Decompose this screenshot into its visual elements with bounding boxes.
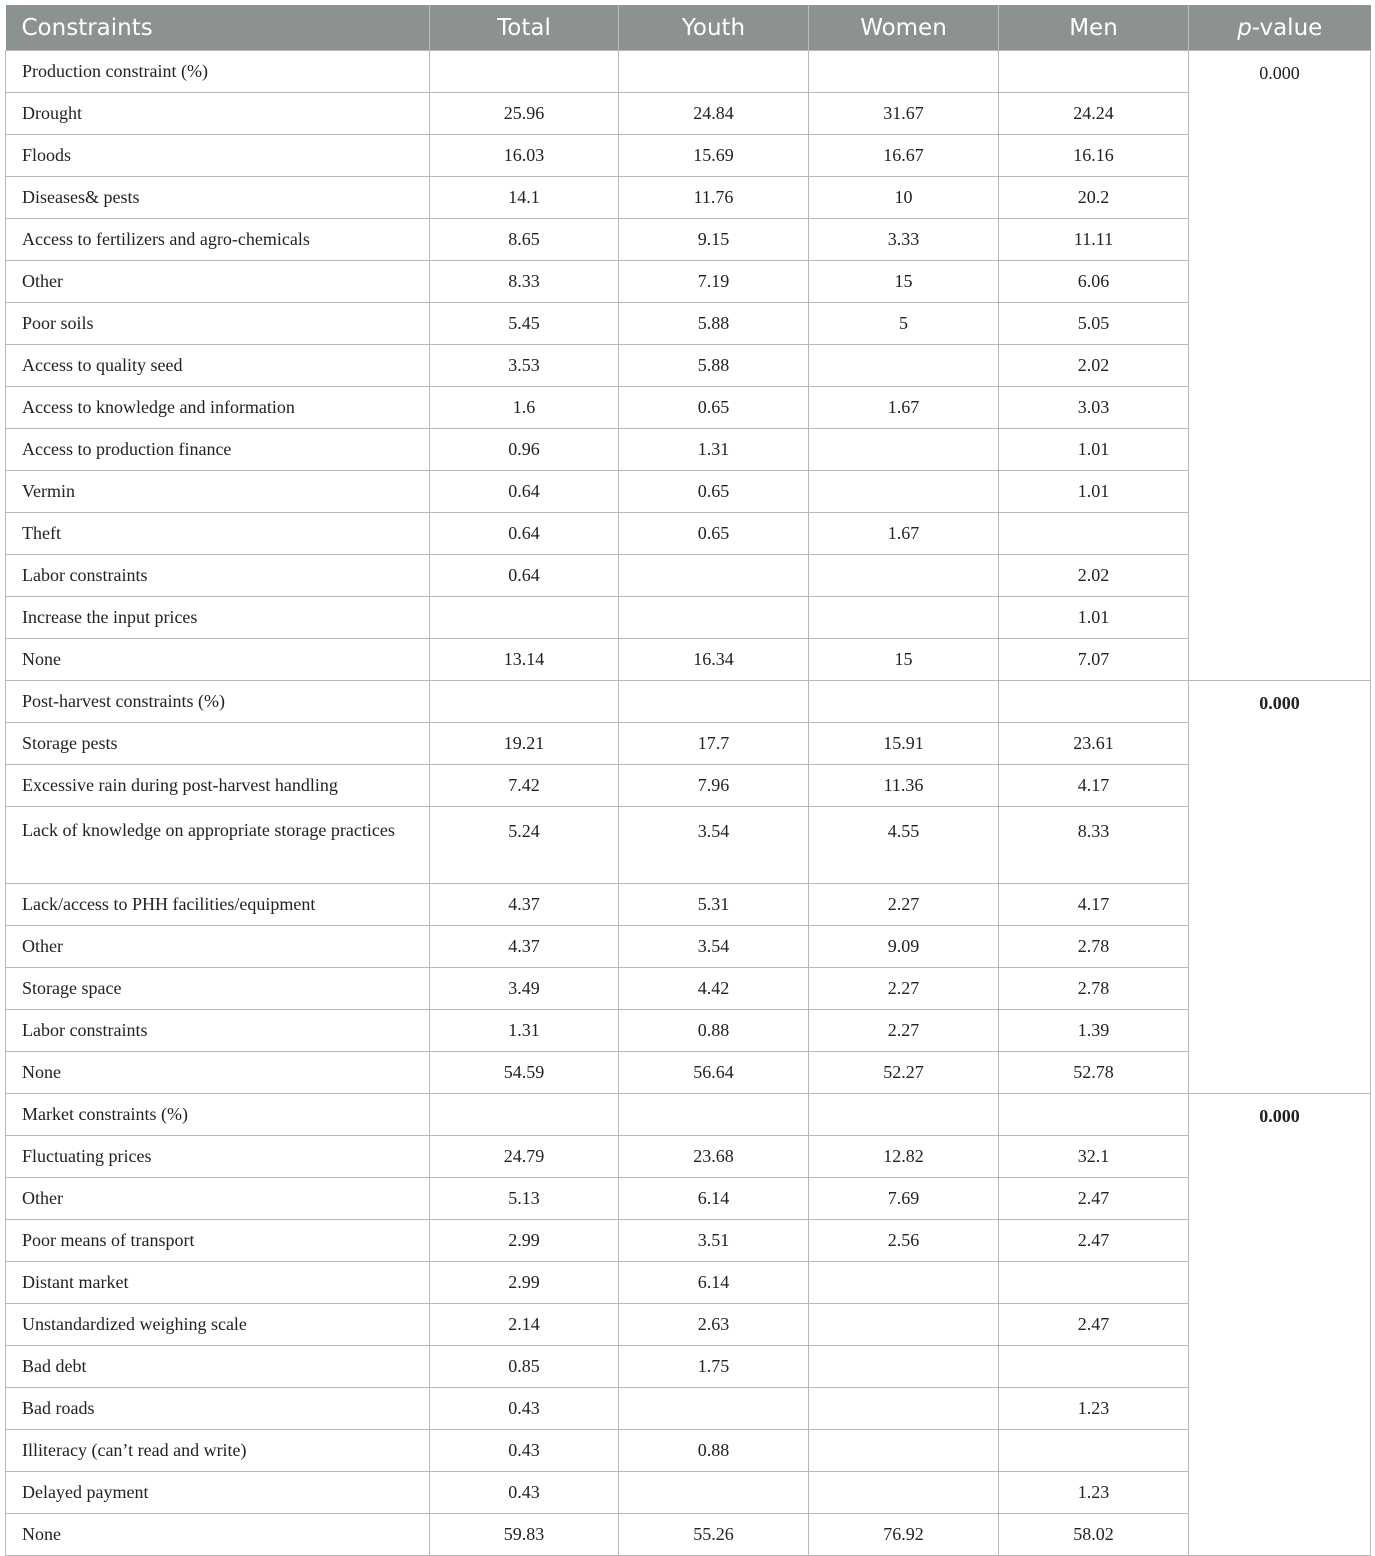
row-label: Access to quality seed xyxy=(6,345,430,387)
table-row xyxy=(6,926,1371,968)
header-p-value-prefix: p xyxy=(1237,14,1252,41)
row-label: Lack of knowledge on appropriate storage practices xyxy=(6,807,430,884)
table-row xyxy=(6,1178,1371,1220)
table-row xyxy=(6,1262,1371,1304)
cell-men: 23.61 xyxy=(999,723,1189,765)
row-label: Bad roads xyxy=(6,1388,430,1430)
row-label: Diseases& pests xyxy=(6,177,430,219)
row-label: Access to fertilizers and agro-chemicals xyxy=(6,219,430,261)
cell-youth xyxy=(619,597,809,639)
cell-total: 54.59 xyxy=(430,1052,619,1094)
cell-youth xyxy=(619,555,809,597)
p-value-cell: 0.000 xyxy=(1189,1094,1371,1556)
cell-men: 2.02 xyxy=(999,345,1189,387)
row-label: Fluctuating prices xyxy=(6,1136,430,1178)
table-row xyxy=(6,1052,1371,1094)
cell-youth: 3.54 xyxy=(619,926,809,968)
cell-youth: 55.26 xyxy=(619,1514,809,1556)
cell-men: 3.03 xyxy=(999,387,1189,429)
empty-cell xyxy=(999,51,1189,93)
cell-youth: 2.63 xyxy=(619,1304,809,1346)
table-row xyxy=(6,1220,1371,1262)
cell-youth: 56.64 xyxy=(619,1052,809,1094)
row-label: Delayed payment xyxy=(6,1472,430,1514)
cell-youth: 5.31 xyxy=(619,884,809,926)
table-row xyxy=(6,1010,1371,1052)
table-row xyxy=(6,1304,1371,1346)
row-label: Poor soils xyxy=(6,303,430,345)
table-row xyxy=(6,135,1371,177)
table-row xyxy=(6,1136,1371,1178)
empty-cell xyxy=(809,51,999,93)
empty-cell xyxy=(430,1094,619,1136)
cell-men: 2.47 xyxy=(999,1220,1189,1262)
row-label: Storage pests xyxy=(6,723,430,765)
cell-youth: 11.76 xyxy=(619,177,809,219)
table-row xyxy=(6,639,1371,681)
header-total: Total xyxy=(430,5,619,51)
cell-total: 1.6 xyxy=(430,387,619,429)
cell-youth: 7.96 xyxy=(619,765,809,807)
cell-women xyxy=(809,1304,999,1346)
header-p-value xyxy=(1189,5,1371,51)
row-label: Unstandardized weighing scale xyxy=(6,1304,430,1346)
cell-men: 52.78 xyxy=(999,1052,1189,1094)
cell-total: 3.49 xyxy=(430,968,619,1010)
cell-youth: 0.88 xyxy=(619,1010,809,1052)
section-title: Market constraints (%) xyxy=(6,1094,430,1136)
cell-youth: 3.51 xyxy=(619,1220,809,1262)
cell-women xyxy=(809,1388,999,1430)
cell-men: 2.47 xyxy=(999,1178,1189,1220)
cell-total: 2.14 xyxy=(430,1304,619,1346)
cell-men: 6.06 xyxy=(999,261,1189,303)
empty-cell xyxy=(809,681,999,723)
cell-men xyxy=(999,1346,1189,1388)
table-row xyxy=(6,387,1371,429)
table-row xyxy=(6,1472,1371,1514)
table-row xyxy=(6,1388,1371,1430)
row-label: Theft xyxy=(6,513,430,555)
table-row xyxy=(6,555,1371,597)
empty-cell xyxy=(809,1094,999,1136)
cell-total: 0.85 xyxy=(430,1346,619,1388)
header-p-value-suffix: -value xyxy=(1251,14,1323,41)
cell-men: 1.01 xyxy=(999,471,1189,513)
cell-total: 7.42 xyxy=(430,765,619,807)
row-label: Other xyxy=(6,926,430,968)
cell-women: 7.69 xyxy=(809,1178,999,1220)
table-row xyxy=(6,219,1371,261)
cell-youth: 24.84 xyxy=(619,93,809,135)
cell-youth: 3.54 xyxy=(619,807,809,884)
cell-total: 0.43 xyxy=(430,1388,619,1430)
empty-cell xyxy=(999,1094,1189,1136)
cell-men: 2.47 xyxy=(999,1304,1189,1346)
cell-youth: 1.75 xyxy=(619,1346,809,1388)
cell-total: 3.53 xyxy=(430,345,619,387)
cell-total: 5.24 xyxy=(430,807,619,884)
cell-youth: 6.14 xyxy=(619,1262,809,1304)
cell-women xyxy=(809,597,999,639)
cell-total: 5.13 xyxy=(430,1178,619,1220)
row-label: Illiteracy (can’t read and write) xyxy=(6,1430,430,1472)
section-title: Post-harvest constraints (%) xyxy=(6,681,430,723)
table-row xyxy=(6,765,1371,807)
empty-cell xyxy=(619,51,809,93)
header-constraints: Constraints xyxy=(6,5,430,51)
row-label: Poor means of transport xyxy=(6,1220,430,1262)
cell-total: 0.64 xyxy=(430,555,619,597)
row-label: Lack/access to PHH facilities/equipment xyxy=(6,884,430,926)
cell-youth: 9.15 xyxy=(619,219,809,261)
cell-men: 4.17 xyxy=(999,884,1189,926)
cell-women: 9.09 xyxy=(809,926,999,968)
cell-men: 1.01 xyxy=(999,597,1189,639)
header-row xyxy=(6,5,1371,51)
cell-men: 1.39 xyxy=(999,1010,1189,1052)
cell-men: 58.02 xyxy=(999,1514,1189,1556)
table-row xyxy=(6,807,1371,884)
cell-youth: 5.88 xyxy=(619,345,809,387)
table-row xyxy=(6,303,1371,345)
cell-men: 1.23 xyxy=(999,1388,1189,1430)
section-row xyxy=(6,681,1371,723)
cell-women xyxy=(809,1472,999,1514)
table-row xyxy=(6,177,1371,219)
cell-total: 24.79 xyxy=(430,1136,619,1178)
cell-youth: 0.65 xyxy=(619,471,809,513)
p-value-cell: 0.000 xyxy=(1189,51,1371,681)
cell-women xyxy=(809,471,999,513)
cell-women xyxy=(809,1346,999,1388)
empty-cell xyxy=(430,681,619,723)
cell-youth: 23.68 xyxy=(619,1136,809,1178)
cell-women: 2.27 xyxy=(809,1010,999,1052)
row-label: None xyxy=(6,639,430,681)
row-label: Vermin xyxy=(6,471,430,513)
table-row xyxy=(6,597,1371,639)
cell-women: 15 xyxy=(809,639,999,681)
section-title: Production constraint (%) xyxy=(6,51,430,93)
cell-youth: 7.19 xyxy=(619,261,809,303)
cell-total: 0.64 xyxy=(430,513,619,555)
table-row xyxy=(6,471,1371,513)
cell-women: 52.27 xyxy=(809,1052,999,1094)
cell-women: 15.91 xyxy=(809,723,999,765)
row-label: Distant market xyxy=(6,1262,430,1304)
cell-total: 8.65 xyxy=(430,219,619,261)
cell-men: 11.11 xyxy=(999,219,1189,261)
cell-men xyxy=(999,1430,1189,1472)
cell-men xyxy=(999,513,1189,555)
table-container xyxy=(5,5,1370,1556)
cell-men xyxy=(999,1262,1189,1304)
cell-women: 10 xyxy=(809,177,999,219)
cell-men: 2.78 xyxy=(999,926,1189,968)
cell-women: 1.67 xyxy=(809,387,999,429)
table-row xyxy=(6,968,1371,1010)
cell-women xyxy=(809,345,999,387)
header-youth: Youth xyxy=(619,5,809,51)
row-label: Storage space xyxy=(6,968,430,1010)
cell-youth: 1.31 xyxy=(619,429,809,471)
table-header xyxy=(6,5,1371,51)
row-label: Labor constraints xyxy=(6,1010,430,1052)
constraints-table xyxy=(5,5,1371,1556)
cell-women xyxy=(809,1262,999,1304)
cell-men: 1.01 xyxy=(999,429,1189,471)
cell-women: 16.67 xyxy=(809,135,999,177)
table-body xyxy=(6,51,1371,1556)
cell-total: 4.37 xyxy=(430,926,619,968)
empty-cell xyxy=(999,681,1189,723)
table-row xyxy=(6,93,1371,135)
row-label: Access to production finance xyxy=(6,429,430,471)
row-label: Bad debt xyxy=(6,1346,430,1388)
cell-youth: 4.42 xyxy=(619,968,809,1010)
header-women: Women xyxy=(809,5,999,51)
cell-women: 4.55 xyxy=(809,807,999,884)
table-row xyxy=(6,723,1371,765)
cell-women: 3.33 xyxy=(809,219,999,261)
cell-youth: 17.7 xyxy=(619,723,809,765)
cell-men: 24.24 xyxy=(999,93,1189,135)
row-label: None xyxy=(6,1052,430,1094)
cell-women xyxy=(809,555,999,597)
row-label: Floods xyxy=(6,135,430,177)
row-label: Excessive rain during post-harvest handling xyxy=(6,765,430,807)
cell-women: 31.67 xyxy=(809,93,999,135)
cell-women: 2.27 xyxy=(809,968,999,1010)
row-label: Labor constraints xyxy=(6,555,430,597)
cell-total: 0.43 xyxy=(430,1430,619,1472)
cell-total: 13.14 xyxy=(430,639,619,681)
cell-total: 4.37 xyxy=(430,884,619,926)
cell-total: 0.96 xyxy=(430,429,619,471)
cell-youth: 0.65 xyxy=(619,387,809,429)
cell-youth: 0.88 xyxy=(619,1430,809,1472)
cell-women: 12.82 xyxy=(809,1136,999,1178)
cell-men: 20.2 xyxy=(999,177,1189,219)
cell-men: 32.1 xyxy=(999,1136,1189,1178)
cell-women: 1.67 xyxy=(809,513,999,555)
cell-men: 2.02 xyxy=(999,555,1189,597)
cell-men: 1.23 xyxy=(999,1472,1189,1514)
cell-youth xyxy=(619,1388,809,1430)
cell-youth xyxy=(619,1472,809,1514)
cell-women: 15 xyxy=(809,261,999,303)
empty-cell xyxy=(619,681,809,723)
cell-women: 2.27 xyxy=(809,884,999,926)
cell-women: 2.56 xyxy=(809,1220,999,1262)
cell-total: 0.64 xyxy=(430,471,619,513)
table-row xyxy=(6,884,1371,926)
row-label: Other xyxy=(6,1178,430,1220)
cell-total: 25.96 xyxy=(430,93,619,135)
empty-cell xyxy=(619,1094,809,1136)
cell-women xyxy=(809,1430,999,1472)
cell-men: 5.05 xyxy=(999,303,1189,345)
section-row xyxy=(6,51,1371,93)
table-row xyxy=(6,261,1371,303)
section-row xyxy=(6,1094,1371,1136)
cell-women: 76.92 xyxy=(809,1514,999,1556)
cell-youth: 16.34 xyxy=(619,639,809,681)
table-row xyxy=(6,1430,1371,1472)
row-label: Access to knowledge and information xyxy=(6,387,430,429)
cell-total: 5.45 xyxy=(430,303,619,345)
cell-men: 8.33 xyxy=(999,807,1189,884)
cell-total: 2.99 xyxy=(430,1262,619,1304)
cell-total: 1.31 xyxy=(430,1010,619,1052)
cell-women xyxy=(809,429,999,471)
cell-total: 14.1 xyxy=(430,177,619,219)
cell-total: 0.43 xyxy=(430,1472,619,1514)
cell-women: 11.36 xyxy=(809,765,999,807)
cell-total xyxy=(430,597,619,639)
table-row xyxy=(6,1514,1371,1556)
row-label: Increase the input prices xyxy=(6,597,430,639)
cell-total: 19.21 xyxy=(430,723,619,765)
table-row xyxy=(6,513,1371,555)
header-men: Men xyxy=(999,5,1189,51)
table-row xyxy=(6,345,1371,387)
cell-youth: 15.69 xyxy=(619,135,809,177)
row-label: None xyxy=(6,1514,430,1556)
cell-total: 8.33 xyxy=(430,261,619,303)
cell-total: 59.83 xyxy=(430,1514,619,1556)
row-label: Drought xyxy=(6,93,430,135)
table-row xyxy=(6,429,1371,471)
cell-men: 16.16 xyxy=(999,135,1189,177)
cell-youth: 0.65 xyxy=(619,513,809,555)
cell-total: 16.03 xyxy=(430,135,619,177)
cell-youth: 5.88 xyxy=(619,303,809,345)
table-row xyxy=(6,1346,1371,1388)
cell-men: 2.78 xyxy=(999,968,1189,1010)
cell-youth: 6.14 xyxy=(619,1178,809,1220)
p-value-cell: 0.000 xyxy=(1189,681,1371,1094)
cell-women: 5 xyxy=(809,303,999,345)
row-label: Other xyxy=(6,261,430,303)
cell-total: 2.99 xyxy=(430,1220,619,1262)
empty-cell xyxy=(430,51,619,93)
cell-men: 7.07 xyxy=(999,639,1189,681)
cell-men: 4.17 xyxy=(999,765,1189,807)
